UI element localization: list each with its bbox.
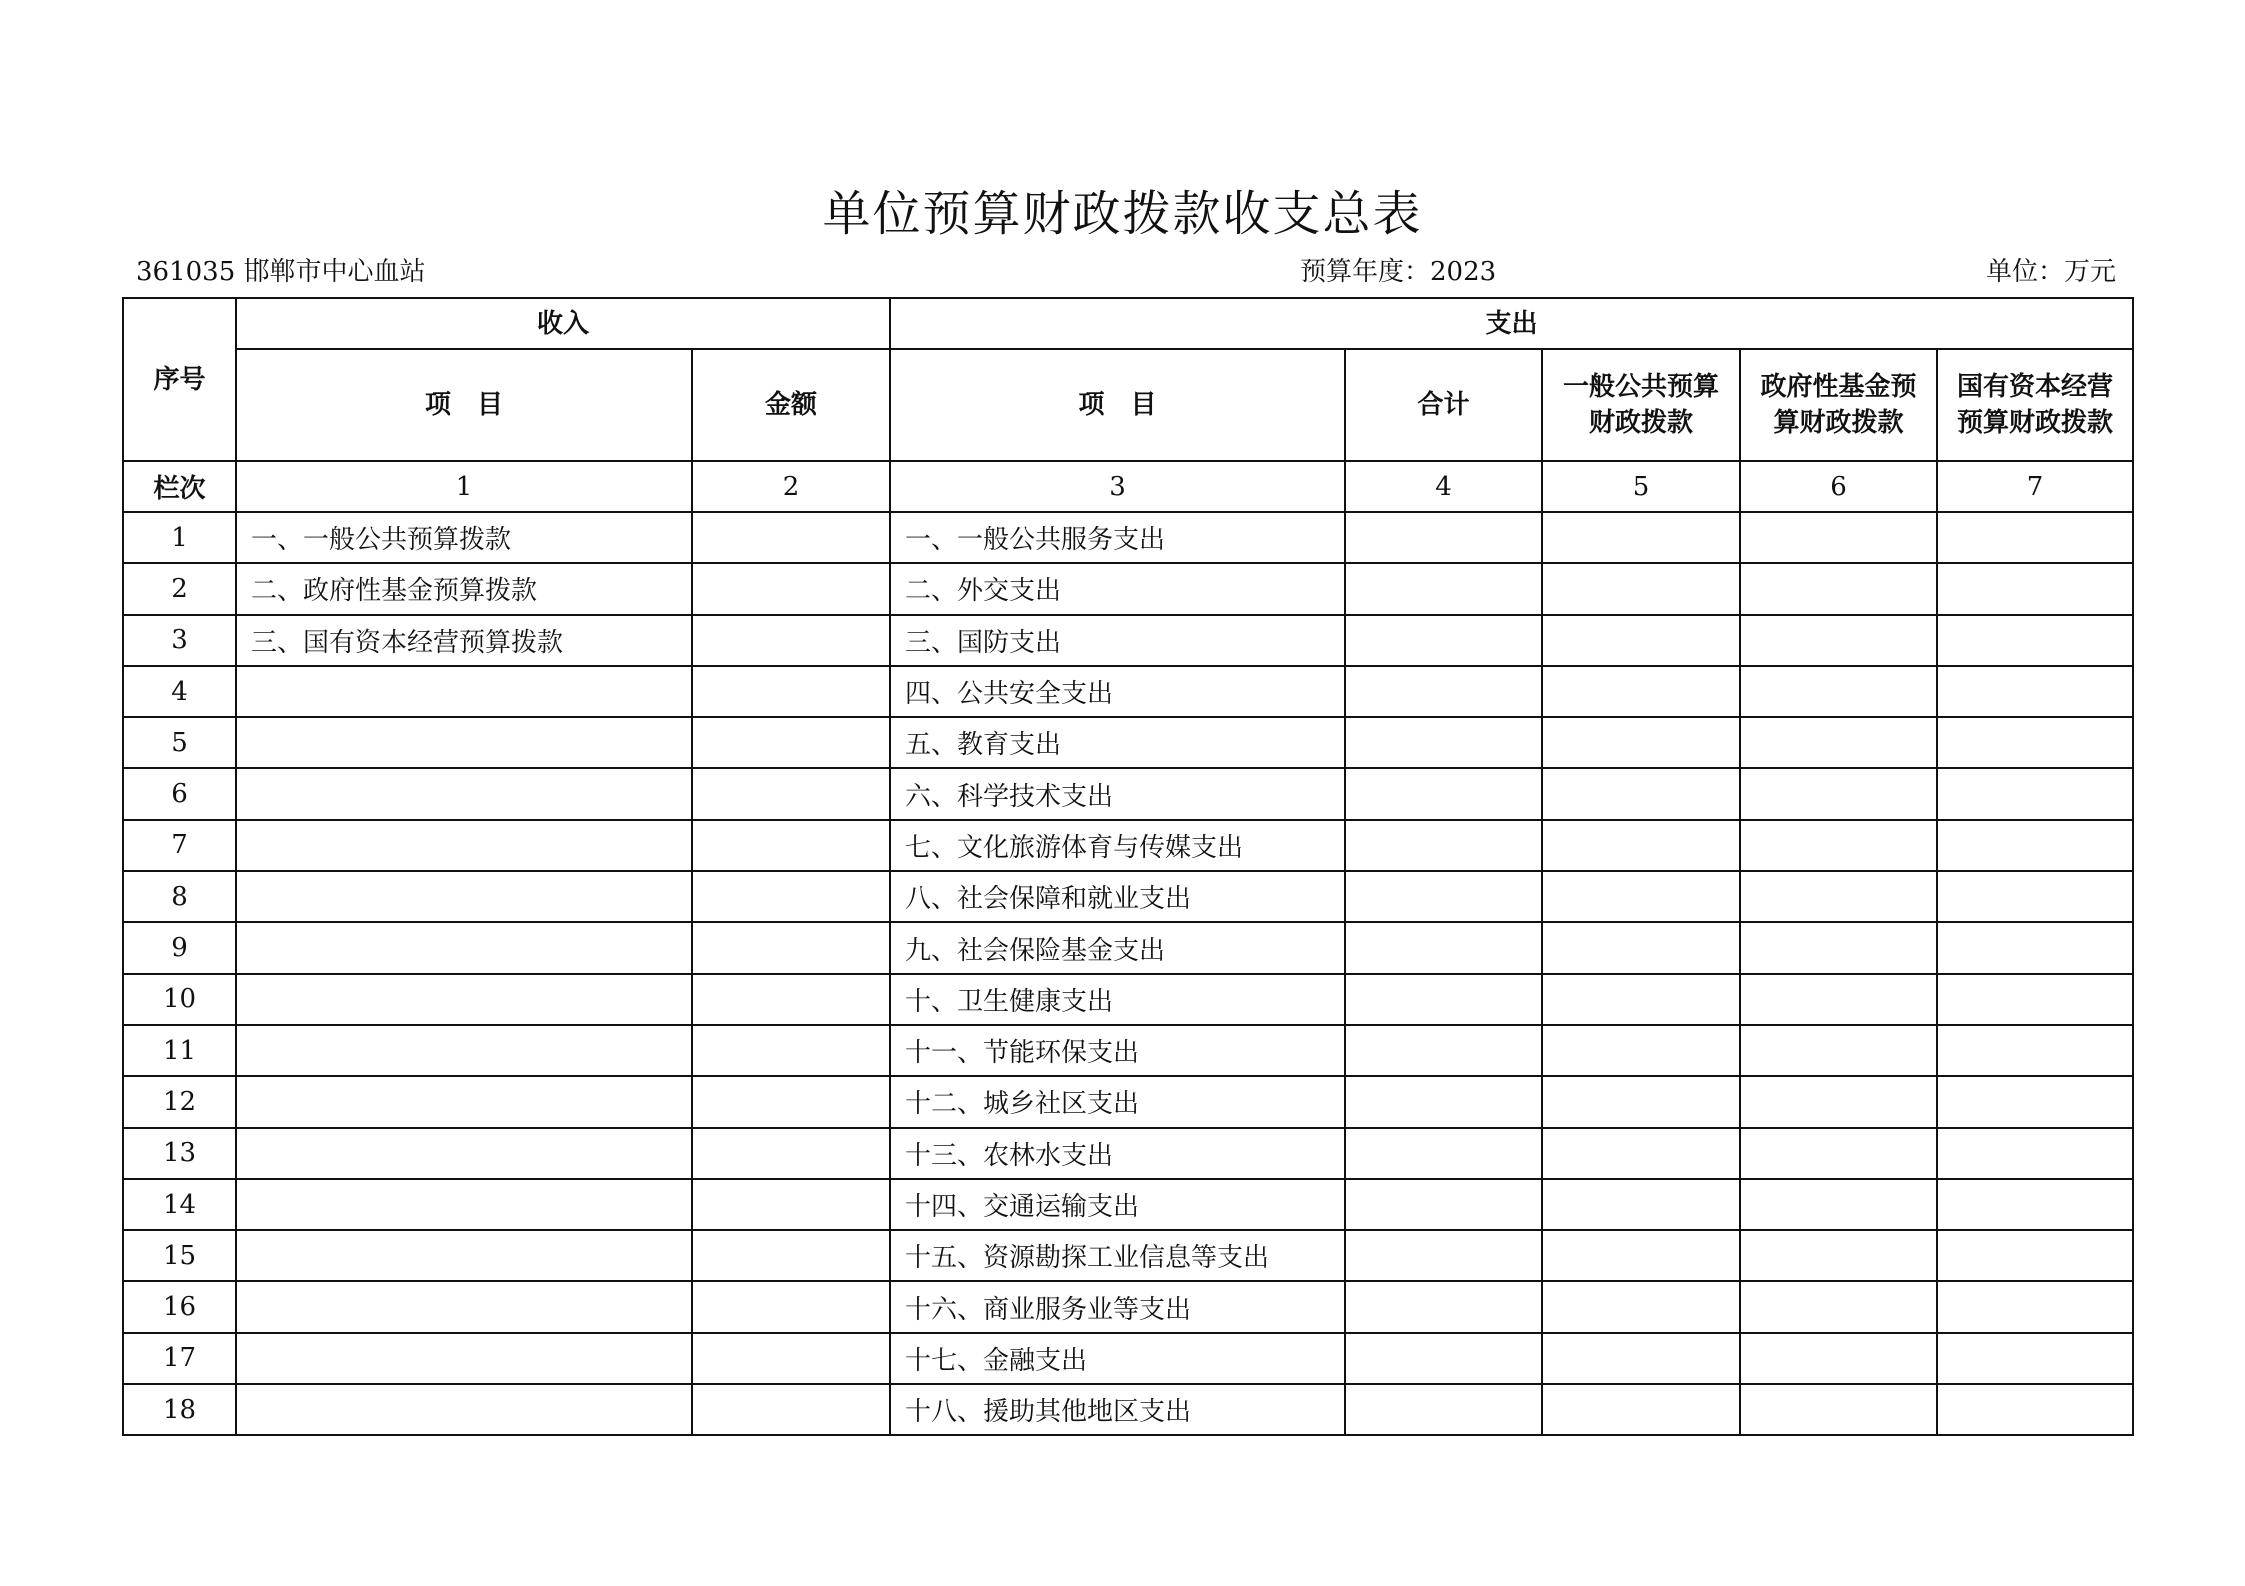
expense-gov-fund-cell	[1740, 1333, 1937, 1384]
expense-total-cell	[1345, 717, 1542, 768]
header-expense-total: 合计	[1345, 349, 1542, 461]
expense-general-cell	[1542, 1025, 1740, 1076]
income-amount-cell	[692, 512, 890, 563]
header-expense-gov-fund: 政府性基金预算财政拨款	[1740, 349, 1937, 461]
expense-state-capital-cell	[1937, 1179, 2133, 1230]
income-item-cell	[236, 666, 692, 717]
expense-gov-fund-cell	[1740, 1281, 1937, 1332]
row-seq: 12	[123, 1076, 236, 1127]
expense-total-cell	[1345, 1384, 1542, 1435]
table-row	[123, 563, 2133, 614]
income-amount-cell	[692, 1076, 890, 1127]
income-item-cell	[236, 717, 692, 768]
expense-state-capital-cell	[1937, 563, 2133, 614]
row-seq: 10	[123, 974, 236, 1025]
table-row	[123, 1384, 2133, 1435]
income-item-cell: 一、一般公共预算拨款	[236, 512, 692, 563]
expense-total-cell	[1345, 871, 1542, 922]
expense-item-cell: 十八、援助其他地区支出	[890, 1384, 1345, 1435]
expense-state-capital-cell	[1937, 666, 2133, 717]
row-seq: 11	[123, 1025, 236, 1076]
expense-item-cell: 五、教育支出	[890, 717, 1345, 768]
table-row	[123, 1025, 2133, 1076]
expense-gov-fund-cell	[1740, 563, 1937, 614]
row-seq: 8	[123, 871, 236, 922]
header-seq: 序号	[123, 298, 236, 461]
row-seq: 16	[123, 1281, 236, 1332]
row-seq: 14	[123, 1179, 236, 1230]
income-item-cell	[236, 820, 692, 871]
income-amount-cell	[692, 871, 890, 922]
expense-item-cell: 十、卫生健康支出	[890, 974, 1345, 1025]
header-income: 收入	[236, 298, 890, 349]
expense-item-cell: 十一、节能环保支出	[890, 1025, 1345, 1076]
expense-total-cell	[1345, 512, 1542, 563]
expense-state-capital-cell	[1937, 1025, 2133, 1076]
expense-state-capital-cell	[1937, 717, 2133, 768]
header-income-item: 项目	[236, 349, 692, 461]
table-row	[123, 1076, 2133, 1127]
table-row	[123, 974, 2133, 1025]
table-row	[123, 615, 2133, 666]
row-seq: 4	[123, 666, 236, 717]
income-amount-cell	[692, 1333, 890, 1384]
expense-state-capital-cell	[1937, 1230, 2133, 1281]
expense-item-cell: 七、文化旅游体育与传媒支出	[890, 820, 1345, 871]
expense-general-cell	[1542, 922, 1740, 973]
income-amount-cell	[692, 922, 890, 973]
expense-general-cell	[1542, 1179, 1740, 1230]
row-seq: 18	[123, 1384, 236, 1435]
row-seq: 17	[123, 1333, 236, 1384]
income-amount-cell	[692, 717, 890, 768]
expense-item-cell: 十三、农林水支出	[890, 1128, 1345, 1179]
column-number-row	[123, 461, 2133, 512]
income-item-cell	[236, 1179, 692, 1230]
income-item-cell	[236, 1333, 692, 1384]
expense-gov-fund-cell	[1740, 512, 1937, 563]
expense-general-cell	[1542, 512, 1740, 563]
row-seq: 1	[123, 512, 236, 563]
header-expense-item: 项目	[890, 349, 1345, 461]
table-row	[123, 768, 2133, 819]
expense-item-cell: 八、社会保障和就业支出	[890, 871, 1345, 922]
income-amount-cell	[692, 1025, 890, 1076]
table-body	[123, 512, 2133, 1435]
expense-total-cell	[1345, 1076, 1542, 1127]
expense-total-cell	[1345, 615, 1542, 666]
expense-total-cell	[1345, 1333, 1542, 1384]
expense-total-cell	[1345, 563, 1542, 614]
expense-state-capital-cell	[1937, 820, 2133, 871]
expense-gov-fund-cell	[1740, 1076, 1937, 1127]
expense-item-cell: 六、科学技术支出	[890, 768, 1345, 819]
expense-state-capital-cell	[1937, 1333, 2133, 1384]
column-number: 5	[1542, 461, 1740, 512]
expense-general-cell	[1542, 1076, 1740, 1127]
row-seq: 15	[123, 1230, 236, 1281]
header-expense: 支出	[890, 298, 2133, 349]
income-amount-cell	[692, 615, 890, 666]
expense-gov-fund-cell	[1740, 1128, 1937, 1179]
income-amount-cell	[692, 666, 890, 717]
expense-state-capital-cell	[1937, 974, 2133, 1025]
expense-general-cell	[1542, 820, 1740, 871]
row-seq: 13	[123, 1128, 236, 1179]
column-number: 3	[890, 461, 1345, 512]
expense-gov-fund-cell	[1740, 974, 1937, 1025]
row-seq: 7	[123, 820, 236, 871]
expense-gov-fund-cell	[1740, 1230, 1937, 1281]
expense-total-cell	[1345, 974, 1542, 1025]
column-number: 2	[692, 461, 890, 512]
expense-general-cell	[1542, 974, 1740, 1025]
organization-label: 361035 邯郸市中心血站	[136, 257, 426, 287]
expense-total-cell	[1345, 1230, 1542, 1281]
unit-label: 单位：万元	[1985, 257, 2116, 287]
row-seq: 9	[123, 922, 236, 973]
expense-gov-fund-cell	[1740, 871, 1937, 922]
table-row	[123, 666, 2133, 717]
row-seq: 5	[123, 717, 236, 768]
table-row	[123, 1179, 2133, 1230]
expense-state-capital-cell	[1937, 768, 2133, 819]
table-row	[123, 1230, 2133, 1281]
expense-gov-fund-cell	[1740, 1384, 1937, 1435]
column-number: 6	[1740, 461, 1937, 512]
expense-gov-fund-cell	[1740, 1025, 1937, 1076]
header-expense-general: 一般公共预算财政拨款	[1542, 349, 1740, 461]
expense-item-cell: 九、社会保险基金支出	[890, 922, 1345, 973]
expense-item-cell: 一、一般公共服务支出	[890, 512, 1345, 563]
row-seq: 6	[123, 768, 236, 819]
income-item-cell	[236, 1384, 692, 1435]
expense-item-cell: 十四、交通运输支出	[890, 1179, 1345, 1230]
expense-gov-fund-cell	[1740, 820, 1937, 871]
income-item-cell	[236, 768, 692, 819]
income-amount-cell	[692, 974, 890, 1025]
table-row	[123, 717, 2133, 768]
expense-gov-fund-cell	[1740, 717, 1937, 768]
table-row	[123, 922, 2133, 973]
income-amount-cell	[692, 768, 890, 819]
expense-general-cell	[1542, 1333, 1740, 1384]
expense-general-cell	[1542, 768, 1740, 819]
income-item-cell	[236, 1025, 692, 1076]
expense-state-capital-cell	[1937, 1128, 2133, 1179]
expense-gov-fund-cell	[1740, 768, 1937, 819]
row-seq: 3	[123, 615, 236, 666]
expense-general-cell	[1542, 1230, 1740, 1281]
expense-item-cell: 三、国防支出	[890, 615, 1345, 666]
expense-item-cell: 十二、城乡社区支出	[890, 1076, 1345, 1127]
expense-gov-fund-cell	[1740, 666, 1937, 717]
expense-general-cell	[1542, 1128, 1740, 1179]
income-item-cell	[236, 1281, 692, 1332]
budget-year-label: 预算年度：2023	[1300, 257, 1497, 287]
expense-gov-fund-cell	[1740, 1179, 1937, 1230]
table-row	[123, 820, 2133, 871]
expense-state-capital-cell	[1937, 1384, 2133, 1435]
expense-gov-fund-cell	[1740, 922, 1937, 973]
income-item-cell	[236, 1230, 692, 1281]
expense-item-cell: 二、外交支出	[890, 563, 1345, 614]
income-amount-cell	[692, 563, 890, 614]
table-row	[123, 1281, 2133, 1332]
expense-state-capital-cell	[1937, 871, 2133, 922]
expense-general-cell	[1542, 871, 1740, 922]
expense-item-cell: 四、公共安全支出	[890, 666, 1345, 717]
income-amount-cell	[692, 1179, 890, 1230]
income-amount-cell	[692, 820, 890, 871]
expense-total-cell	[1345, 768, 1542, 819]
table-row	[123, 512, 2133, 563]
expense-general-cell	[1542, 563, 1740, 614]
income-item-cell	[236, 871, 692, 922]
column-number: 7	[1937, 461, 2133, 512]
expense-item-cell: 十六、商业服务业等支出	[890, 1281, 1345, 1332]
row-seq: 2	[123, 563, 236, 614]
expense-general-cell	[1542, 1281, 1740, 1332]
income-amount-cell	[692, 1281, 890, 1332]
expense-total-cell	[1345, 1128, 1542, 1179]
header-income-amount: 金额	[692, 349, 890, 461]
income-item-cell: 二、政府性基金预算拨款	[236, 563, 692, 614]
expense-item-cell: 十五、资源勘探工业信息等支出	[890, 1230, 1345, 1281]
expense-state-capital-cell	[1937, 922, 2133, 973]
expense-item-cell: 十七、金融支出	[890, 1333, 1345, 1384]
income-item-cell	[236, 1076, 692, 1127]
expense-gov-fund-cell	[1740, 615, 1937, 666]
meta-line	[122, 252, 2132, 292]
expense-total-cell	[1345, 922, 1542, 973]
expense-general-cell	[1542, 615, 1740, 666]
expense-general-cell	[1542, 717, 1740, 768]
income-item-cell	[236, 922, 692, 973]
header-expense-state-capital: 国有资本经营预算财政拨款	[1937, 349, 2133, 461]
income-item-cell	[236, 1128, 692, 1179]
income-item-cell: 三、国有资本经营预算拨款	[236, 615, 692, 666]
income-amount-cell	[692, 1230, 890, 1281]
income-amount-cell	[692, 1128, 890, 1179]
expense-total-cell	[1345, 1179, 1542, 1230]
expense-state-capital-cell	[1937, 1076, 2133, 1127]
expense-total-cell	[1345, 1281, 1542, 1332]
expense-general-cell	[1542, 666, 1740, 717]
page-title: 单位预算财政拨款收支总表	[822, 186, 1423, 242]
table-row	[123, 1128, 2133, 1179]
expense-state-capital-cell	[1937, 615, 2133, 666]
income-item-cell	[236, 974, 692, 1025]
income-amount-cell	[692, 1384, 890, 1435]
expense-total-cell	[1345, 820, 1542, 871]
expense-total-cell	[1345, 666, 1542, 717]
table-row	[123, 1333, 2133, 1384]
expense-state-capital-cell	[1937, 512, 2133, 563]
expense-general-cell	[1542, 1384, 1740, 1435]
table-row	[123, 871, 2133, 922]
budget-table	[122, 297, 2134, 1436]
column-number: 1	[236, 461, 692, 512]
expense-total-cell	[1345, 1025, 1542, 1076]
column-number: 4	[1345, 461, 1542, 512]
expense-state-capital-cell	[1937, 1281, 2133, 1332]
column-index-label: 栏次	[123, 461, 236, 512]
